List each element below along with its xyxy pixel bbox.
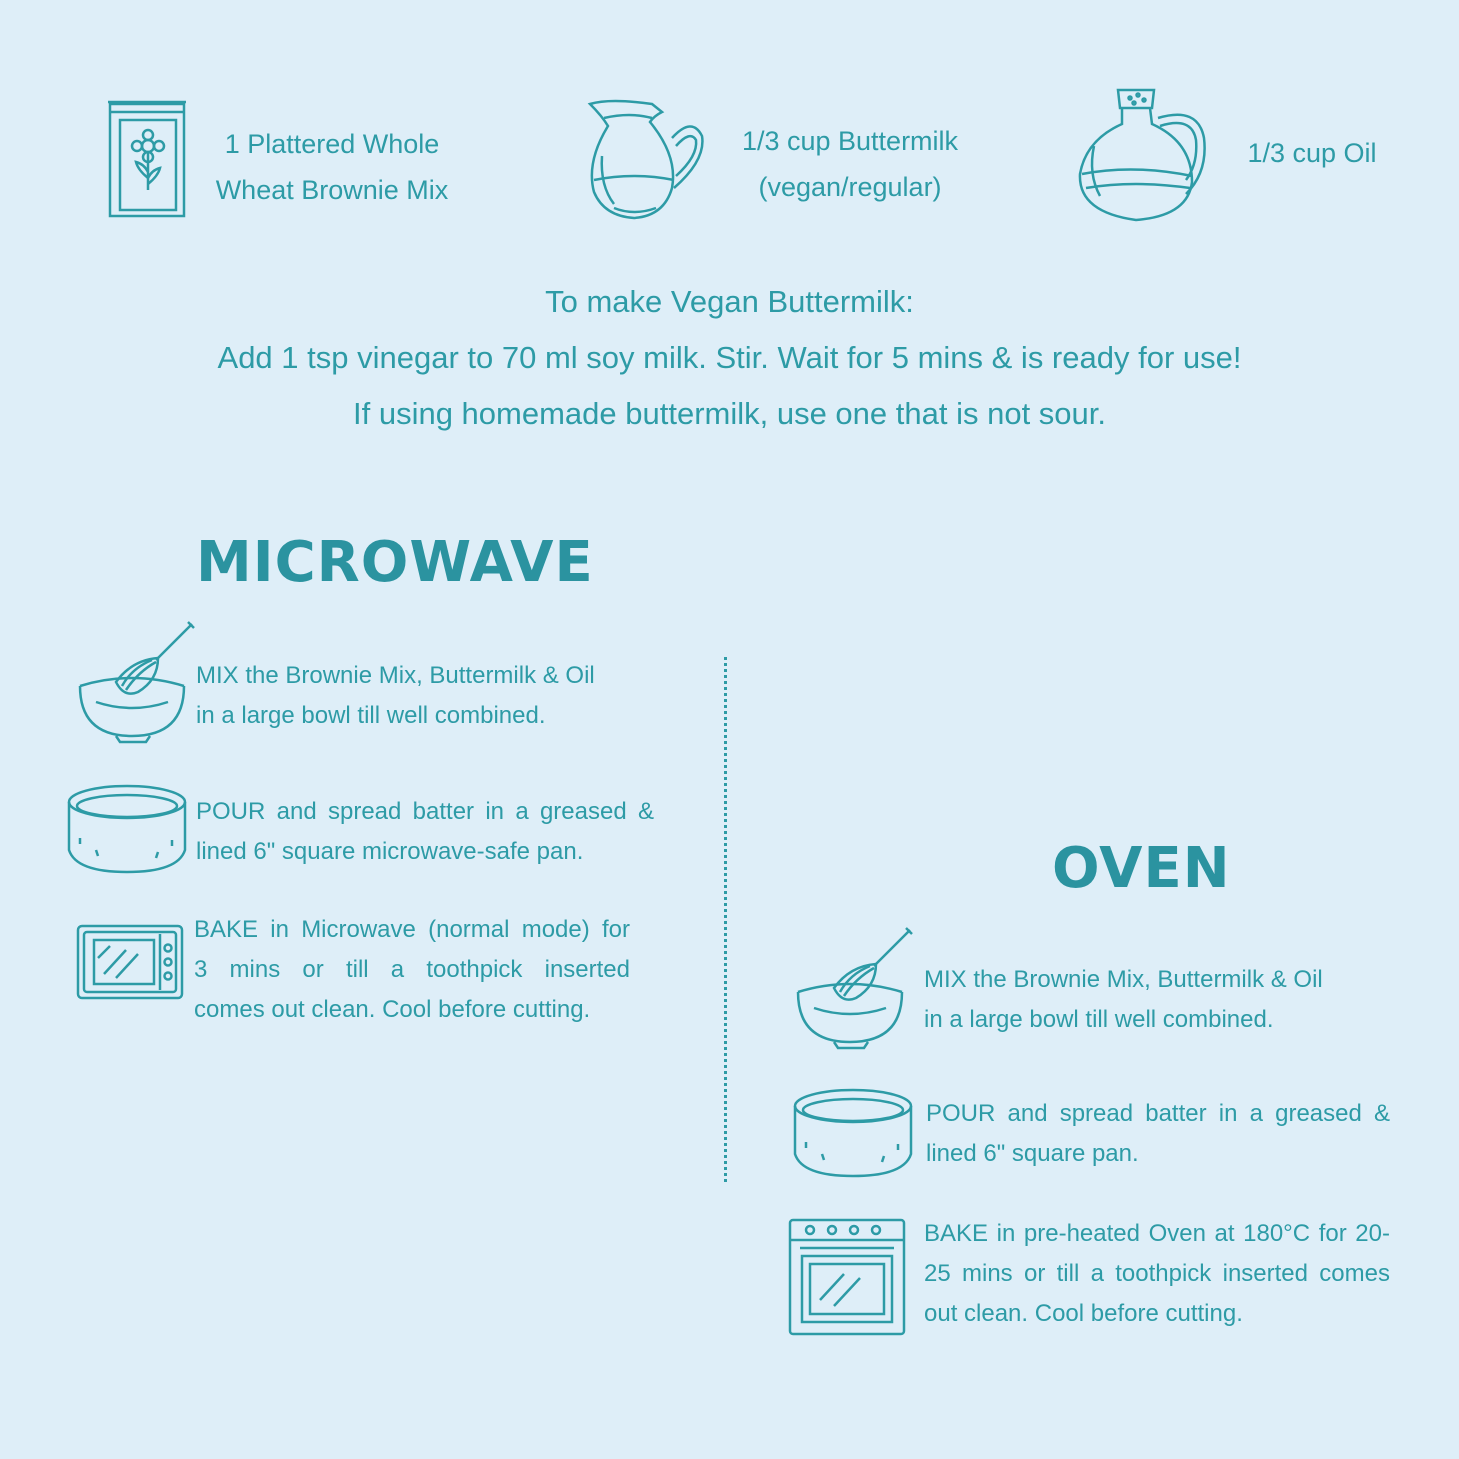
microwave-step-pour: [196, 792, 654, 872]
step-text-line: out clean. Cool before cutting.: [924, 1300, 1243, 1327]
ingredient-brownie-mix: [100, 96, 470, 226]
step-text-line: 3 mins or till a toothpick inserted: [194, 956, 630, 983]
mixing-bowl-whisk-icon: [794, 926, 908, 1048]
section-divider: [724, 657, 727, 1182]
step-text-line: POUR and spread batter in a greased &: [196, 798, 654, 825]
microwave-step-mix: [196, 656, 595, 736]
microwave-heading: MICROWAVE: [196, 530, 594, 595]
mixing-bowl-whisk-icon: [76, 620, 190, 742]
step-text-line: in a large bowl till well combined.: [196, 702, 546, 729]
vegan-note-line: Add 1 tsp vinegar to 70 ml soy milk. Stir. Wait for 5 mins & is ready for use!: [217, 340, 1242, 375]
baking-pan-icon: [66, 782, 188, 876]
step-text-line: POUR and spread batter in a greased &: [926, 1100, 1390, 1127]
oven-heading: OVEN: [1052, 836, 1231, 901]
baking-pan-icon: [792, 1086, 914, 1180]
microwave-icon: [76, 924, 184, 1000]
oven-step-bake: [924, 1214, 1390, 1334]
ingredient-text-line: 1 Plattered Whole: [224, 129, 440, 159]
ingredient-text-line: 1/3 cup Oil: [1247, 138, 1377, 168]
microwave-step-bake: [194, 910, 630, 1030]
oven-step-mix: [924, 960, 1323, 1040]
step-text-line: comes out clean. Cool before cutting.: [194, 996, 591, 1023]
ingredient-text-line: Wheat Brownie Mix: [215, 175, 449, 205]
step-text-line: BAKE in Microwave (normal mode) for: [194, 916, 630, 943]
oven-step-pour: [926, 1094, 1390, 1174]
vegan-note-title: To make Vegan Buttermilk:: [545, 284, 914, 319]
step-text-line: 25 mins or till a toothpick inserted comes: [924, 1260, 1390, 1287]
ingredient-text-line: (vegan/regular): [758, 172, 942, 202]
ingredient-buttermilk: [580, 96, 1000, 226]
step-text-line: BAKE in pre-heated Oven at 180°C for 20-: [924, 1220, 1390, 1247]
oil-bottle-icon: [1074, 84, 1210, 226]
vegan-note-line: If using homemade buttermilk, use one that is not sour.: [352, 396, 1107, 431]
step-text-line: MIX the Brownie Mix, Buttermilk & Oil: [196, 662, 595, 689]
step-text-line: lined 6" square microwave-safe pan.: [196, 838, 584, 865]
ingredient-text-line: 1/3 cup Buttermilk: [741, 126, 959, 156]
step-text-line: MIX the Brownie Mix, Buttermilk & Oil: [924, 966, 1323, 993]
oven-icon: [788, 1218, 906, 1336]
buttermilk-jug-icon: [580, 96, 708, 222]
ingredient-oil: [1074, 84, 1414, 234]
step-text-line: lined 6" square pan.: [926, 1140, 1139, 1167]
step-text-line: in a large bowl till well combined.: [924, 1006, 1274, 1033]
brownie-mix-pack-icon: [106, 98, 188, 220]
